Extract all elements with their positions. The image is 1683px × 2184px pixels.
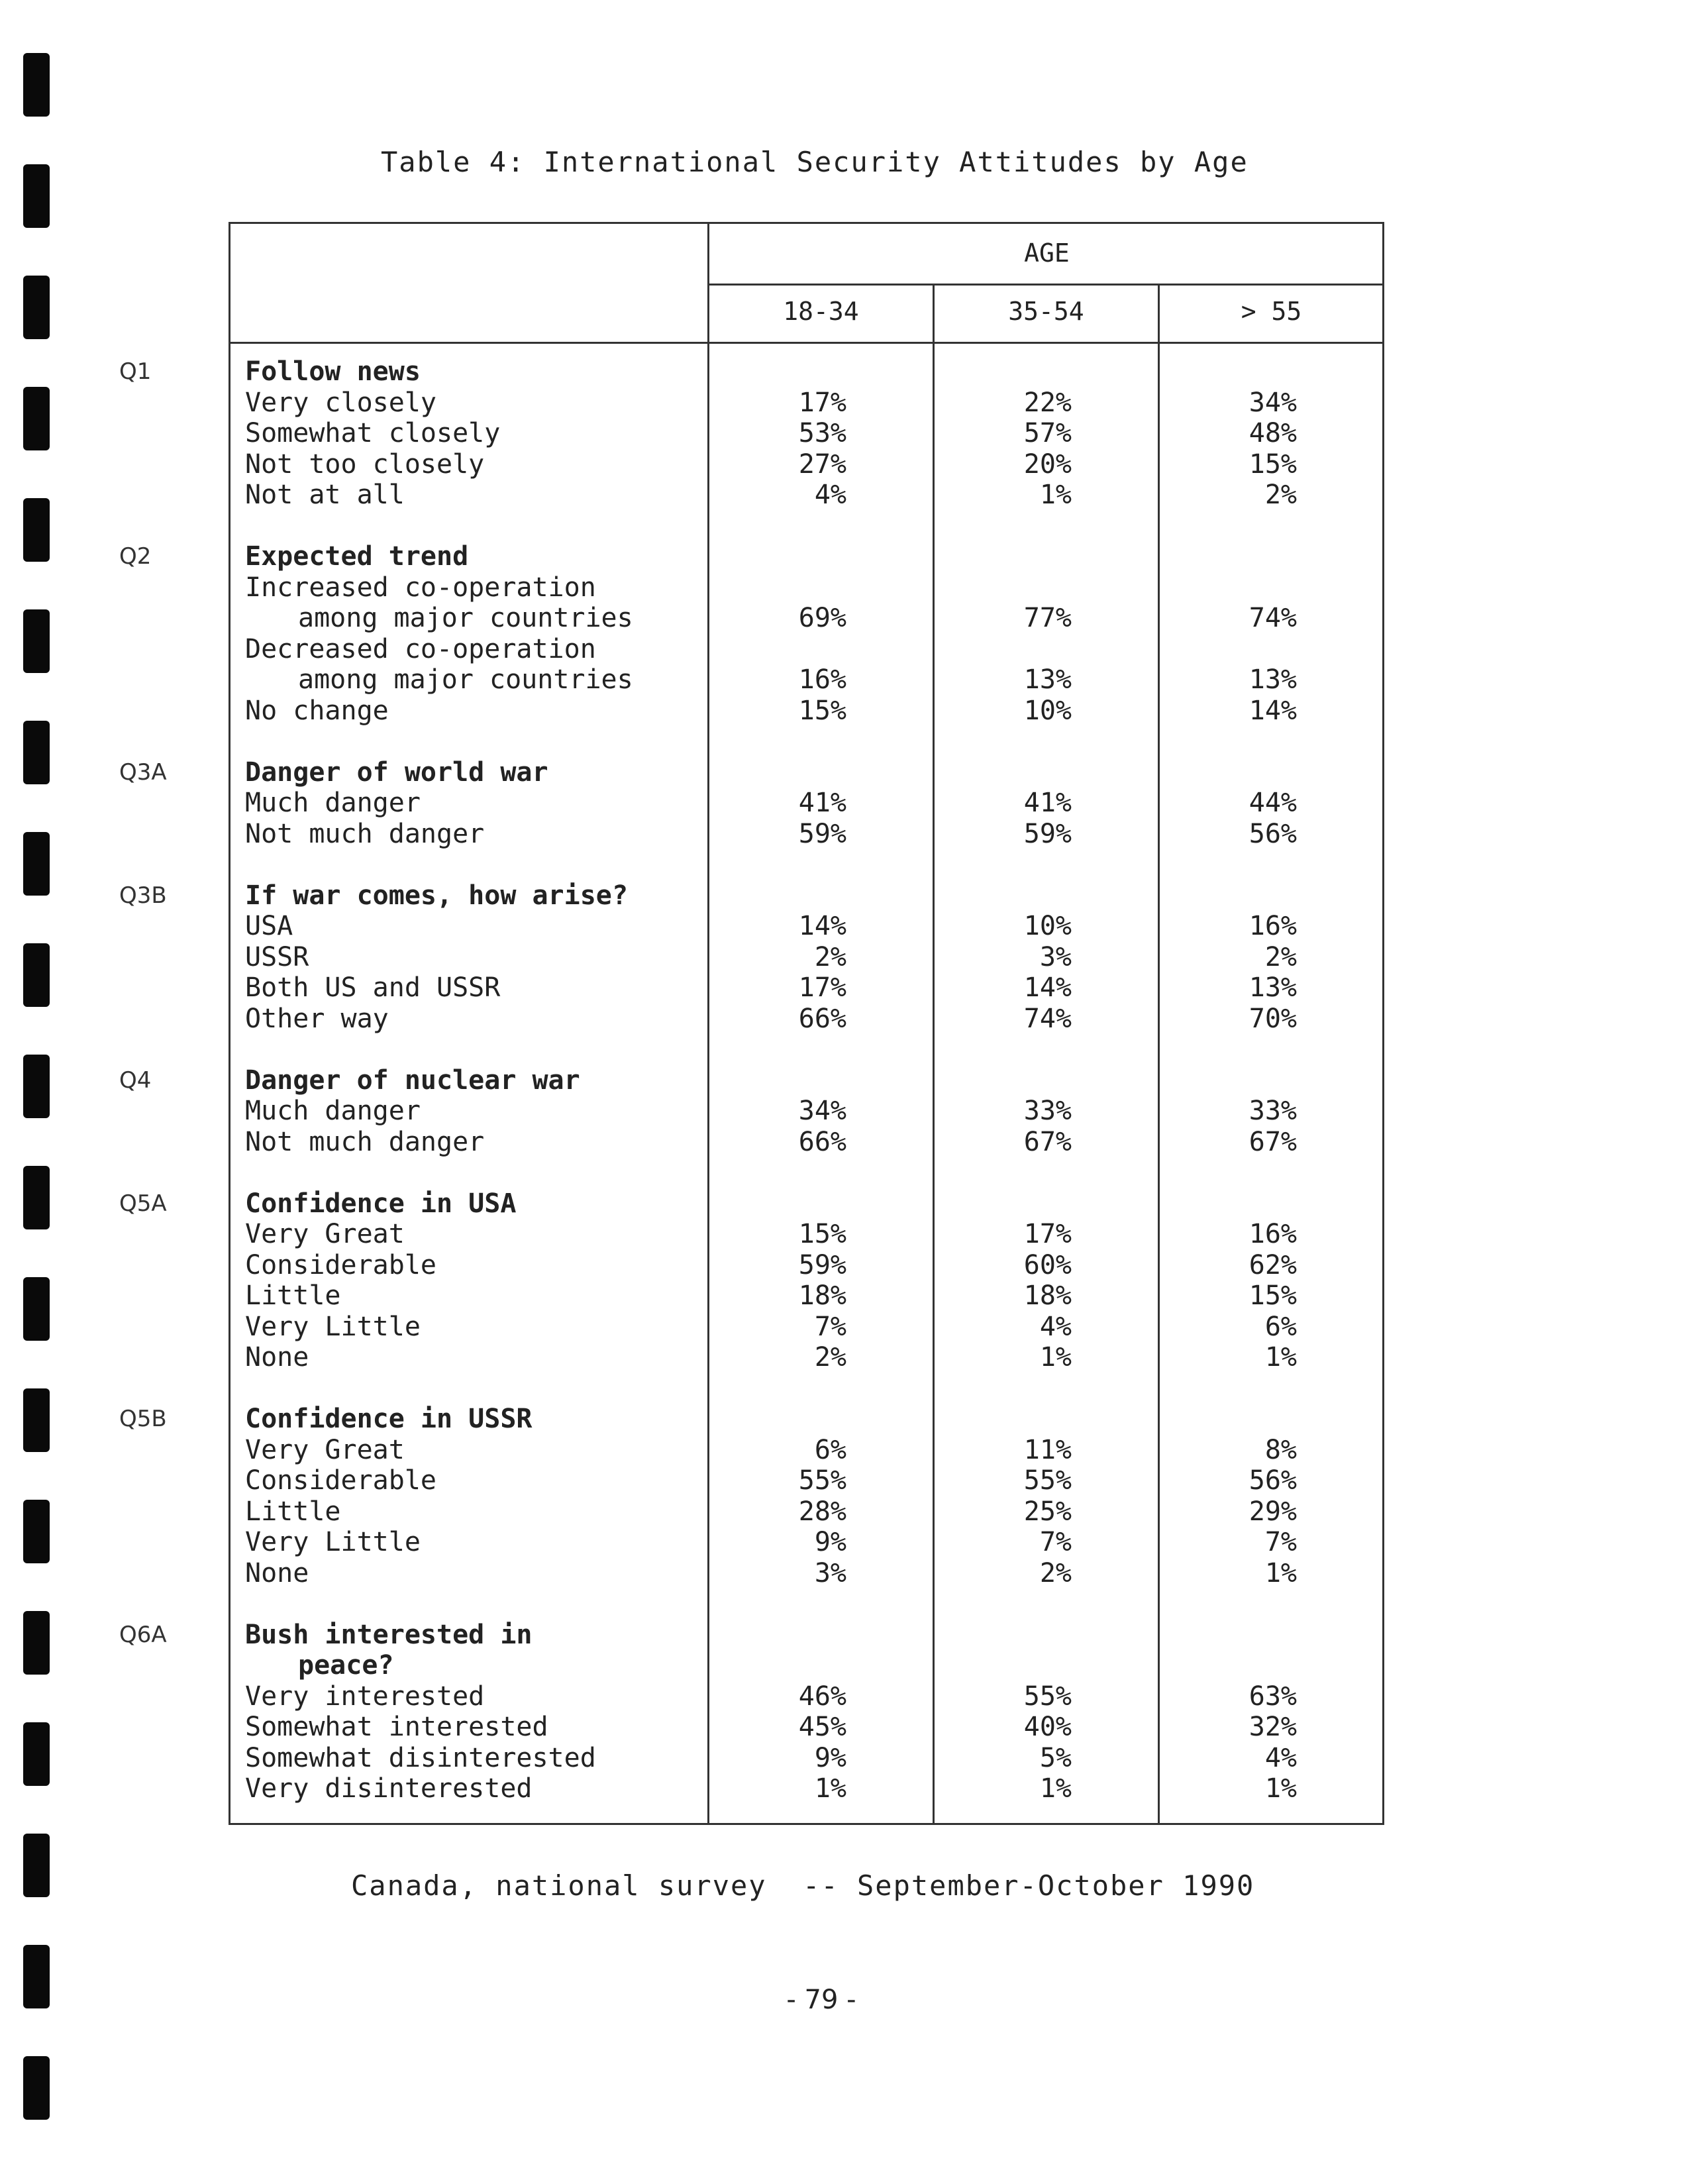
percent-value: 1%	[1039, 1342, 1072, 1373]
binder-hole	[23, 164, 50, 228]
percent-value: 41%	[1023, 788, 1072, 818]
response-label: Very Great	[245, 1434, 405, 1465]
percent-value: 44%	[1249, 788, 1297, 818]
percent-value: 20%	[1023, 448, 1072, 480]
response-label: Little	[245, 1496, 341, 1527]
percent-value: 66%	[798, 1003, 846, 1034]
percent-value: 16%	[1249, 1219, 1297, 1249]
percent-value: 32%	[1249, 1712, 1297, 1742]
percent-value: 74%	[1023, 1003, 1072, 1034]
percent-value: 27%	[798, 448, 846, 480]
percent-value: 55%	[1023, 1465, 1072, 1496]
percent-value: 33%	[1023, 1096, 1072, 1126]
binder-hole	[23, 609, 50, 673]
binder-hole	[23, 1166, 50, 1229]
response-label: None	[245, 1557, 309, 1588]
percent-value: 7%	[1264, 1527, 1297, 1557]
column-header-over-55: > 55	[1241, 297, 1302, 326]
percent-value: 6%	[814, 1434, 846, 1465]
response-label: Very closely	[245, 387, 436, 418]
percent-value: 28%	[798, 1496, 846, 1527]
question-heading: Bush interested in	[245, 1619, 533, 1650]
binder-hole	[23, 1945, 50, 2008]
header-bottom-rule	[230, 342, 1384, 344]
percent-value: 2%	[814, 1342, 846, 1373]
binder-hole	[23, 1500, 50, 1563]
percent-value: 48%	[1249, 418, 1297, 448]
percent-value: 18%	[798, 1280, 846, 1311]
percent-value: 66%	[798, 1126, 846, 1157]
response-label: Much danger	[245, 788, 421, 818]
percent-value: 18%	[1023, 1280, 1072, 1311]
response-label: No change	[245, 695, 389, 726]
percent-value: 1%	[1039, 1773, 1072, 1804]
percent-value: 57%	[1023, 418, 1072, 448]
percent-value: 69%	[798, 603, 846, 633]
binder-hole	[23, 2056, 50, 2120]
percent-value: 59%	[798, 818, 846, 849]
response-label: Very Little	[245, 1527, 421, 1557]
binder-hole	[23, 1388, 50, 1452]
percent-value: 55%	[798, 1465, 846, 1496]
percent-value: 9%	[814, 1742, 846, 1773]
percent-value: 8%	[1264, 1434, 1297, 1465]
binder-hole	[23, 498, 50, 562]
question-id: Q4	[119, 1066, 152, 1094]
question-heading: Danger of nuclear war	[245, 1065, 580, 1096]
percent-value: 14%	[1023, 972, 1072, 1003]
percent-value: 59%	[1023, 818, 1072, 849]
binder-hole	[23, 1722, 50, 1786]
percent-value: 15%	[1249, 1280, 1297, 1311]
percent-value: 34%	[798, 1096, 846, 1126]
percent-value: 15%	[798, 695, 846, 726]
column-divider	[933, 285, 935, 1823]
percent-value: 1%	[1264, 1773, 1297, 1804]
column-header-18-34: 18-34	[783, 297, 859, 326]
footer-note: Canada, national survey -- September-October 1990	[351, 1869, 1255, 1902]
response-label: Somewhat disinterested	[245, 1742, 596, 1773]
binder-hole	[23, 1055, 50, 1118]
percent-value: 7%	[814, 1311, 846, 1342]
binder-hole	[23, 943, 50, 1007]
response-label: Decreased co-operation	[245, 633, 596, 664]
percent-value: 11%	[1023, 1434, 1072, 1465]
percent-value: 33%	[1249, 1096, 1297, 1126]
question-heading: Confidence in USSR	[245, 1404, 533, 1434]
question-heading: If war comes, how arise?	[245, 880, 628, 911]
percent-value: 22%	[1023, 387, 1072, 418]
percent-value: 3%	[814, 1557, 846, 1588]
column-divider	[707, 224, 709, 1823]
percent-value: 15%	[1249, 448, 1297, 480]
percent-value: 17%	[798, 972, 846, 1003]
percent-value: 40%	[1023, 1712, 1072, 1742]
response-label: Increased co-operation	[245, 572, 596, 603]
percent-value: 14%	[1249, 695, 1297, 726]
response-label: USA	[245, 911, 293, 941]
question-id: Q5A	[119, 1190, 167, 1217]
percent-value: 2%	[1264, 941, 1297, 972]
percent-value: 46%	[798, 1681, 846, 1712]
percent-value: 17%	[798, 387, 846, 418]
percent-value: 10%	[1023, 911, 1072, 941]
response-label: Very Great	[245, 1219, 405, 1249]
response-label: Considerable	[245, 1249, 436, 1280]
percent-value: 1%	[1039, 480, 1072, 510]
response-label: Not much danger	[245, 818, 485, 849]
percent-value: 70%	[1249, 1003, 1297, 1034]
percent-value: 13%	[1249, 664, 1297, 695]
percent-value: 59%	[798, 1249, 846, 1280]
percent-value: 67%	[1249, 1126, 1297, 1157]
percent-value: 25%	[1023, 1496, 1072, 1527]
response-label: among major countries	[298, 603, 633, 633]
response-label: Not too closely	[245, 448, 485, 480]
percent-value: 14%	[798, 911, 846, 941]
question-heading: peace?	[298, 1650, 394, 1681]
binder-hole	[23, 721, 50, 784]
response-label: USSR	[245, 941, 309, 972]
page-number: - 79 -	[786, 1985, 856, 2015]
percent-value: 6%	[1264, 1311, 1297, 1342]
percent-value: 4%	[1039, 1311, 1072, 1342]
percent-value: 15%	[798, 1219, 846, 1249]
column-header-35-54: 35-54	[1008, 297, 1084, 326]
percent-value: 60%	[1023, 1249, 1072, 1280]
response-label: Somewhat closely	[245, 418, 501, 448]
percent-value: 16%	[1249, 911, 1297, 941]
table-title: Table 4: International Security Attitudes by Age	[381, 146, 1249, 178]
binder-hole	[23, 1611, 50, 1675]
question-id: Q2	[119, 543, 152, 570]
question-heading: Follow news	[245, 356, 421, 387]
question-id: Q1	[119, 358, 152, 385]
response-label: Somewhat interested	[245, 1712, 548, 1742]
percent-value: 29%	[1249, 1496, 1297, 1527]
binder-hole	[23, 276, 50, 339]
response-label: among major countries	[298, 664, 633, 695]
percent-value: 2%	[1039, 1557, 1072, 1588]
question-id: Q6A	[119, 1621, 167, 1648]
percent-value: 77%	[1023, 603, 1072, 633]
percent-value: 62%	[1249, 1249, 1297, 1280]
binder-hole	[23, 832, 50, 896]
percent-value: 56%	[1249, 1465, 1297, 1496]
percent-value: 45%	[798, 1712, 846, 1742]
question-heading: Confidence in USA	[245, 1188, 517, 1219]
percent-value: 56%	[1249, 818, 1297, 849]
age-group-header: AGE	[1024, 238, 1070, 268]
percent-value: 4%	[814, 480, 846, 510]
percent-value: 1%	[1264, 1342, 1297, 1373]
percent-value: 4%	[1264, 1742, 1297, 1773]
percent-value: 34%	[1249, 387, 1297, 418]
survey-table	[229, 222, 1384, 1825]
column-divider	[1158, 285, 1160, 1823]
response-label: Not much danger	[245, 1126, 485, 1157]
response-label: Other way	[245, 1003, 389, 1034]
response-label: Not at all	[245, 480, 405, 510]
percent-value: 55%	[1023, 1681, 1072, 1712]
question-id: Q5B	[119, 1406, 167, 1432]
binder-hole	[23, 387, 50, 450]
percent-value: 1%	[1264, 1557, 1297, 1588]
binder-hole	[23, 1277, 50, 1341]
question-id: Q3B	[119, 882, 167, 909]
percent-value: 67%	[1023, 1126, 1072, 1157]
percent-value: 10%	[1023, 695, 1072, 726]
percent-value: 41%	[798, 788, 846, 818]
question-id: Q3A	[119, 758, 167, 786]
binder-hole	[23, 1834, 50, 1897]
percent-value: 1%	[814, 1773, 846, 1804]
percent-value: 63%	[1249, 1681, 1297, 1712]
percent-value: 2%	[814, 941, 846, 972]
percent-value: 74%	[1249, 603, 1297, 633]
question-heading: Expected trend	[245, 541, 469, 572]
percent-value: 17%	[1023, 1219, 1072, 1249]
response-label: Considerable	[245, 1465, 436, 1496]
header-divider	[707, 284, 1384, 286]
percent-value: 2%	[1264, 480, 1297, 510]
response-label: Much danger	[245, 1096, 421, 1126]
response-label: None	[245, 1342, 309, 1373]
percent-value: 9%	[814, 1527, 846, 1557]
percent-value: 7%	[1039, 1527, 1072, 1557]
response-label: Very interested	[245, 1681, 485, 1712]
percent-value: 53%	[798, 418, 846, 448]
percent-value: 5%	[1039, 1742, 1072, 1773]
response-label: Both US and USSR	[245, 972, 501, 1003]
percent-value: 3%	[1039, 941, 1072, 972]
question-heading: Danger of world war	[245, 756, 548, 788]
binder-hole	[23, 53, 50, 117]
response-label: Little	[245, 1280, 341, 1311]
percent-value: 13%	[1023, 664, 1072, 695]
response-label: Very Little	[245, 1311, 421, 1342]
response-label: Very disinterested	[245, 1773, 533, 1804]
percent-value: 13%	[1249, 972, 1297, 1003]
percent-value: 16%	[798, 664, 846, 695]
